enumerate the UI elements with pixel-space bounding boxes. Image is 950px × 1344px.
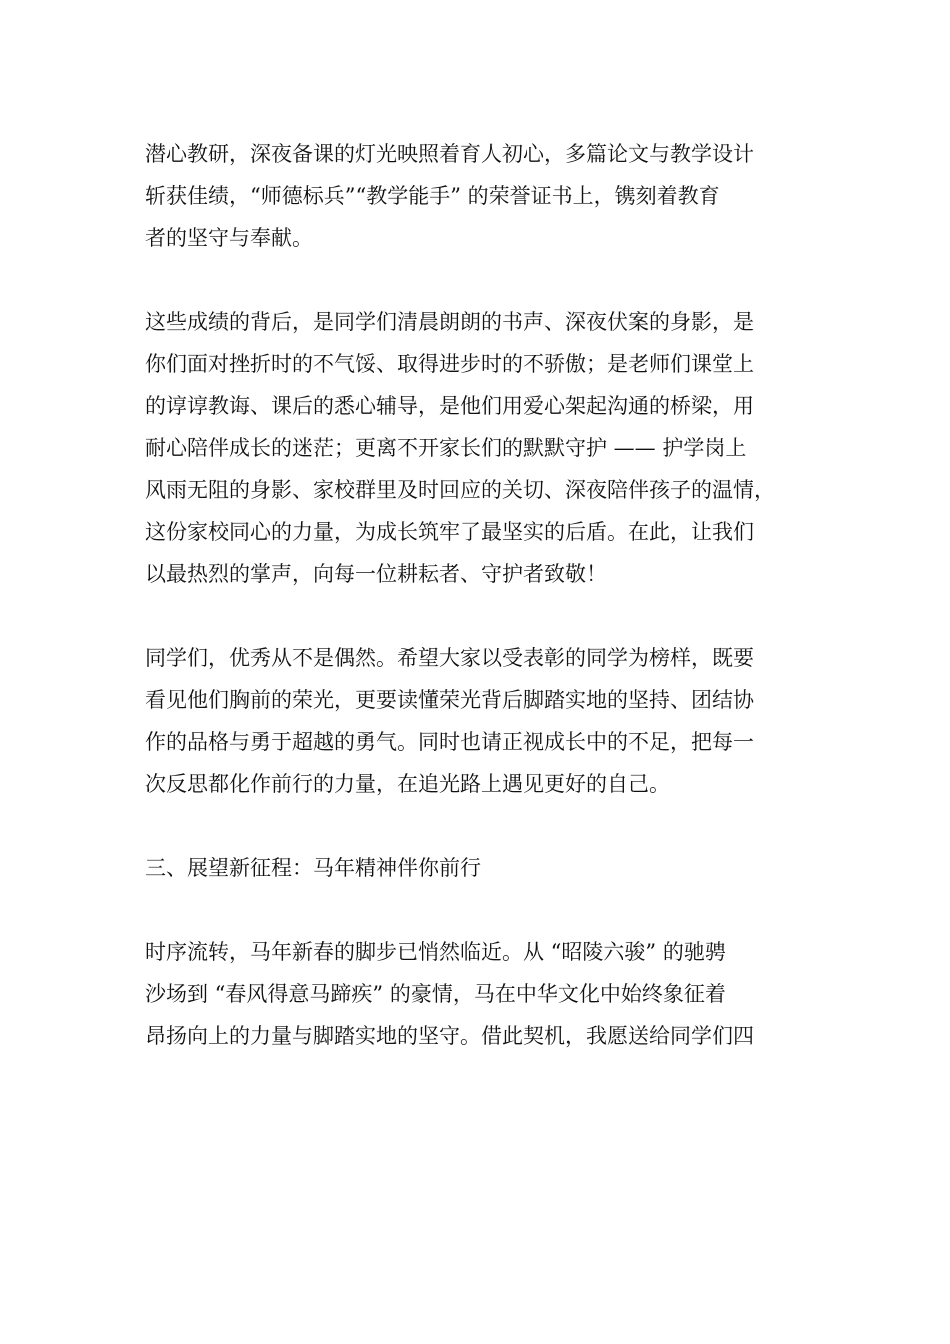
section-heading: 三、展望新征程：马年精神伴你前行 — [145, 856, 481, 880]
text-line: 这份家校同心的力量，为成长筑牢了最坚实的后盾。在此，让我们 — [145, 520, 754, 544]
paragraph-spacer — [145, 805, 845, 847]
paragraph-encouragement — [145, 637, 845, 805]
text-line: 以最热烈的掌声，向每一位耕耘者、守护者致敬！ — [145, 562, 607, 586]
paragraph-horse-year — [145, 931, 845, 1057]
text-line: 斩获佳绩，“师德标兵”“教学能手” 的荣誉证书上，镌刻着教育 — [145, 184, 720, 208]
text-line: 风雨无阻的身影、家校群里及时回应的关切、深夜陪伴孩子的温情， — [145, 478, 775, 502]
paragraph-spacer — [145, 595, 845, 637]
text-line: 沙场到 “春风得意马蹄疾” 的豪情，马在中华文化中始终象征着 — [145, 982, 726, 1006]
document-body — [145, 133, 845, 1057]
text-line: 同学们，优秀从不是偶然。希望大家以受表彰的同学为榜样，既要 — [145, 646, 754, 670]
text-line: 这些成绩的背后，是同学们清晨朗朗的书声、深夜伏案的身影，是 — [145, 310, 754, 334]
text-line: 耐心陪伴成长的迷茫；更离不开家长们的默默守护 —— 护学岗上 — [145, 436, 747, 460]
text-line: 看见他们胸前的荣光，更要读懂荣光背后脚踏实地的坚持、团结协 — [145, 688, 754, 712]
paragraph-spacer — [145, 259, 845, 301]
text-line: 时序流转，马年新春的脚步已悄然临近。从 “昭陵六骏” 的驰骋 — [145, 940, 726, 964]
text-line: 者的坚守与奉献。 — [145, 226, 313, 250]
paragraph-spacer — [145, 889, 845, 931]
paragraph-gratitude — [145, 301, 845, 595]
text-line: 的谆谆教诲、课后的悉心辅导，是他们用爱心架起沟通的桥梁，用 — [145, 394, 754, 418]
text-line: 潜心教研，深夜备课的灯光映照着育人初心，多篇论文与教学设计 — [145, 142, 754, 166]
paragraph-teacher-honors — [145, 133, 845, 259]
text-line: 作的品格与勇于超越的勇气。同时也请正视成长中的不足，把每一 — [145, 730, 754, 754]
text-line: 次反思都化作前行的力量，在追光路上遇见更好的自己。 — [145, 772, 670, 796]
text-line: 你们面对挫折时的不气馁、取得进步时的不骄傲；是老师们课堂上 — [145, 352, 754, 376]
text-line: 昂扬向上的力量与脚踏实地的坚守。借此契机，我愿送给同学们四 — [145, 1024, 754, 1048]
